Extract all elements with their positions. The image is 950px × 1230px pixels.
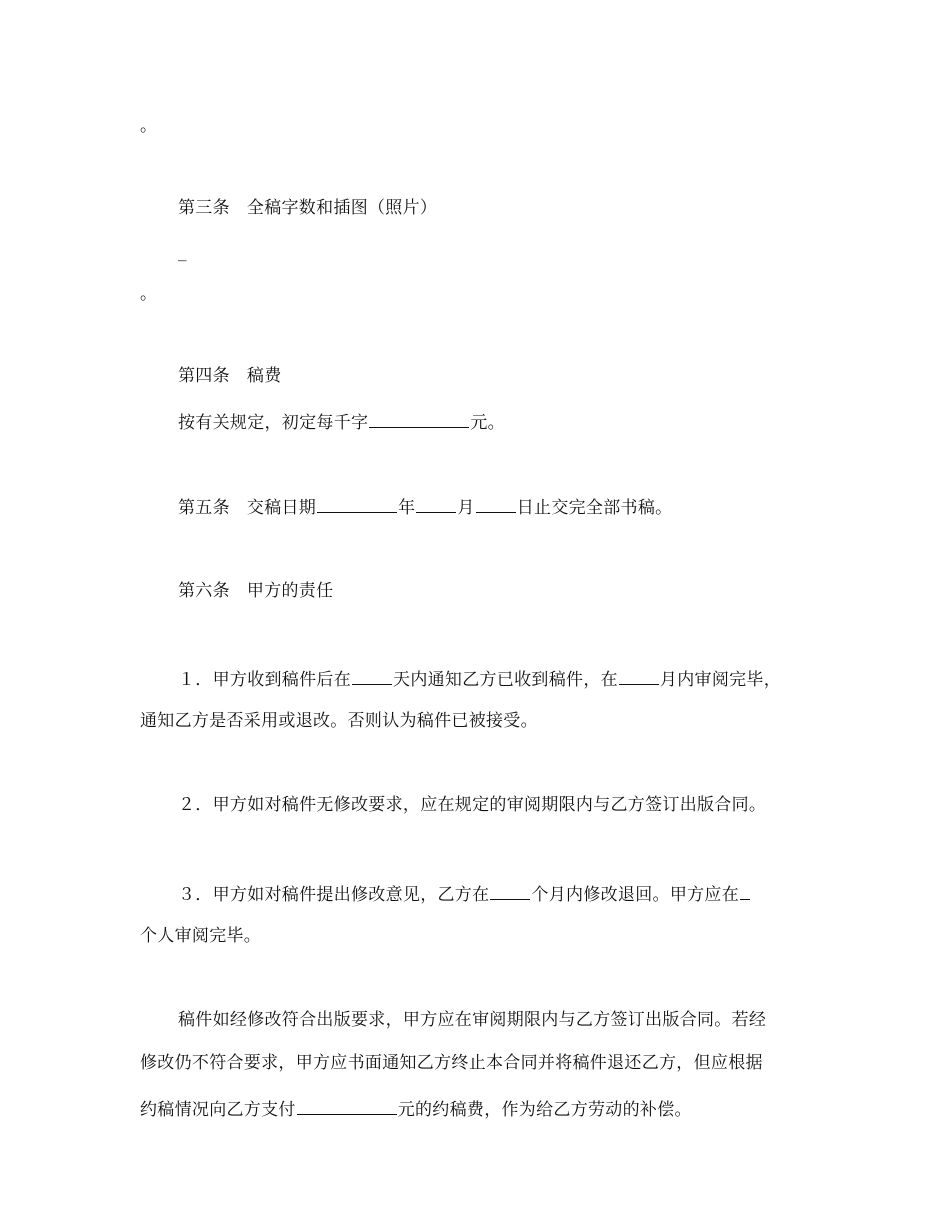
article3-period: 。 <box>140 284 158 304</box>
item3-number: ３． <box>178 885 213 905</box>
article5-line <box>178 497 672 517</box>
year-label: 年 <box>398 498 416 518</box>
article6-heading <box>178 583 333 600</box>
item1-number: １． <box>178 670 213 690</box>
article3-number: 第三条 <box>178 198 230 218</box>
item1-line1 <box>178 669 781 689</box>
item1-text-b: 天内通知乙方已收到稿件，在 <box>393 670 618 690</box>
para-line3-text-b: 元的约稿费，作为给乙方劳动的补偿。 <box>397 1100 692 1120</box>
month-blank <box>416 497 456 513</box>
article6-number: 第六条 <box>178 581 230 601</box>
article4-title: 稿费 <box>246 366 282 386</box>
item3-line2: 个人审阅完毕。 <box>140 926 262 946</box>
review-blank <box>740 884 750 900</box>
article4-number: 第四条 <box>178 366 230 386</box>
article5-text: 交稿日期 <box>246 498 317 518</box>
article4-heading <box>178 368 282 385</box>
article5-end: 日止交完全部书稿。 <box>516 498 673 518</box>
year-blank <box>317 497 397 513</box>
article3-title: 全稿字数和插图（照片） <box>246 198 438 218</box>
month-label: 月 <box>457 498 475 518</box>
article6-title: 甲方的责任 <box>246 581 334 601</box>
item2-line <box>178 797 766 814</box>
item2-number: ２． <box>178 795 213 815</box>
day-blank <box>476 497 516 513</box>
para-line3 <box>140 1099 692 1119</box>
item3-text-b: 个月内修改退回。甲方应在 <box>531 885 740 905</box>
fee-text: 按有关规定，初定每千字 <box>178 413 369 433</box>
article5-number: 第五条 <box>178 498 230 518</box>
item1-text-c: 月内审阅完毕， <box>659 670 782 690</box>
days-blank <box>352 669 392 685</box>
fee-blank <box>369 412 469 428</box>
revision-months-blank <box>490 884 530 900</box>
fee-unit: 元。 <box>470 413 505 433</box>
stray-period: 。 <box>140 116 158 136</box>
months-blank <box>619 669 659 685</box>
article3-underscore: _ <box>178 242 187 262</box>
para-line2: 修改仍不符合要求，甲方应书面通知乙方终止本合同并将稿件退还乙方，但应根据 <box>140 1053 763 1073</box>
article3-heading <box>178 200 437 217</box>
fee-amount-blank <box>297 1099 397 1115</box>
item3-text-a: 甲方如对稿件提出修改意见，乙方在 <box>212 885 490 905</box>
item1-line2: 通知乙方是否采用或退改。否则认为稿件已被接受。 <box>140 711 538 731</box>
item2-text: 甲方如对稿件无修改要求，应在规定的审阅期限内与乙方签订出版合同。 <box>212 795 767 815</box>
para-line1: 稿件如经修改符合出版要求，甲方应在审阅期限内与乙方签订出版合同。若经 <box>178 1010 767 1030</box>
item1-text-a: 甲方收到稿件后在 <box>212 670 352 690</box>
para-line3-text-a: 约稿情况向乙方支付 <box>140 1100 296 1120</box>
article4-fee-line <box>178 412 505 432</box>
item3-line1 <box>178 884 751 904</box>
